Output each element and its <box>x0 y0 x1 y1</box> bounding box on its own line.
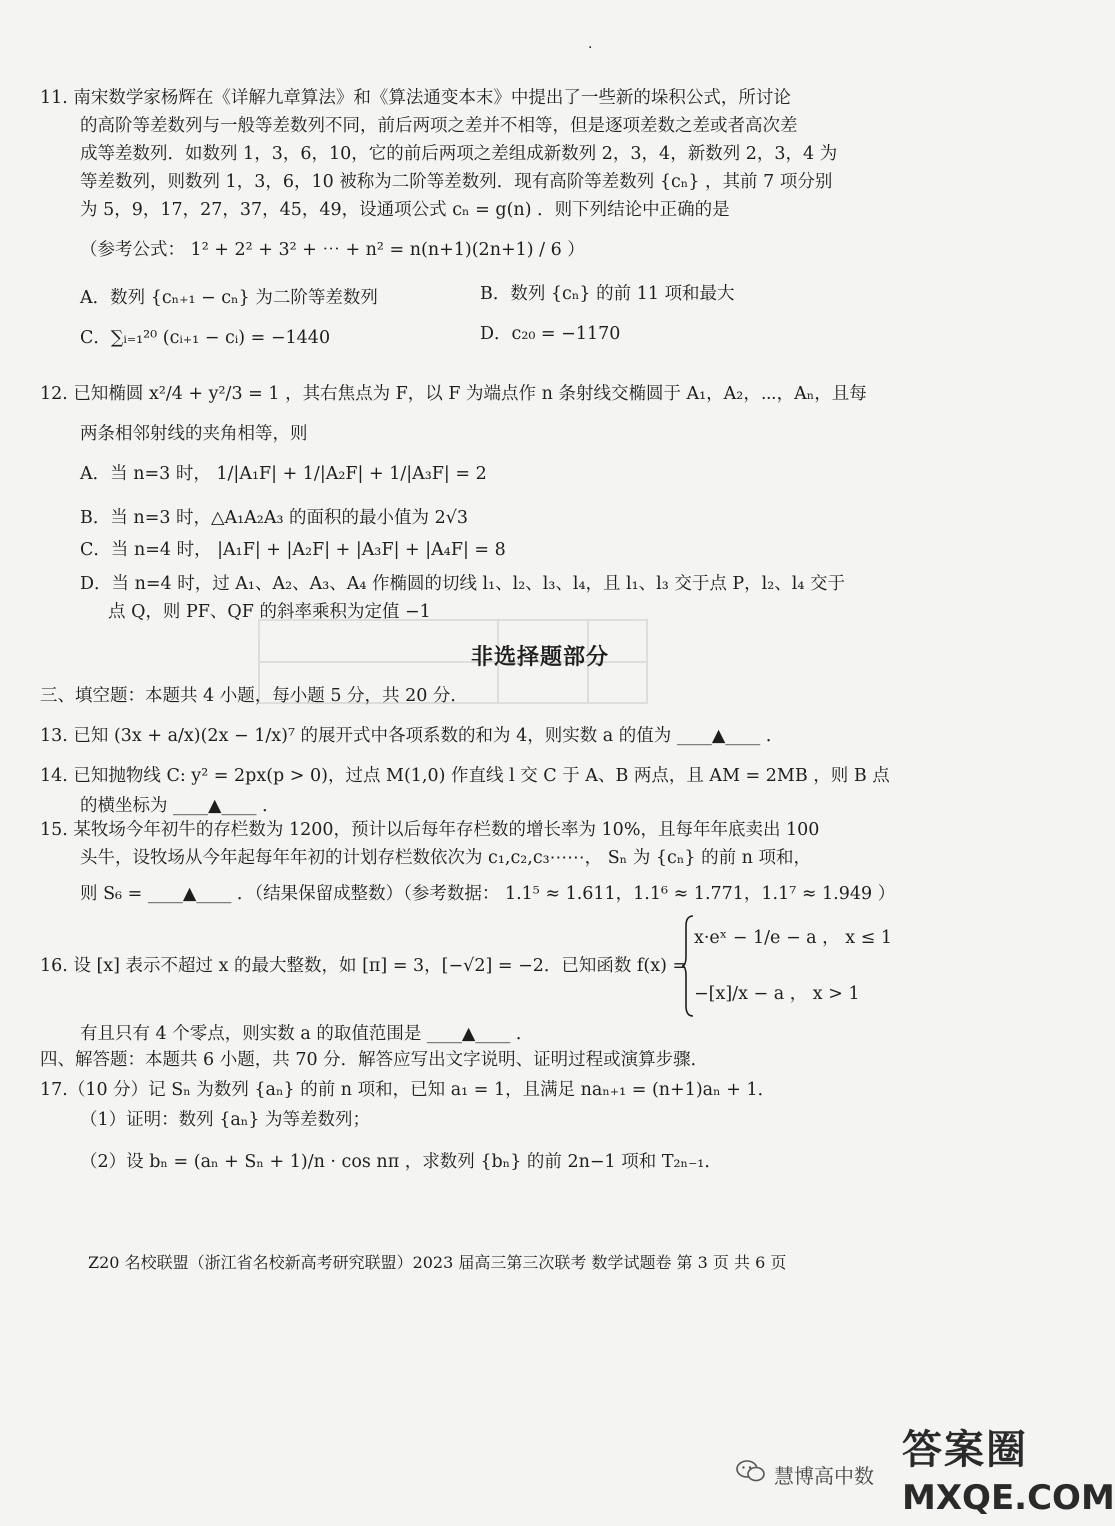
q14-line-2: 的横坐标为 ____▲____ ． <box>80 796 280 816</box>
section-title: 非选择题部分 <box>470 645 609 670</box>
q12-option-c: C．当 n=4 时， |A₁F| + |A₂F| + |A₃F| + |A₄F| = 8 <box>80 540 506 560</box>
q12-option-a: A．当 n=3 时， 1/|A₁F| + 1/|A₂F| + 1/|A₃F| = 2 <box>80 464 487 484</box>
q11-reference-formula: （参考公式： 1² + 2² + 3² + ⋯ + n² = n(n+1)(2n+1) / 6 ） <box>80 240 585 260</box>
q11-line-5: 为 5，9，17，27，37，45，49，设通项公式 cₙ = g(n) ．则下列结论中正确的是 <box>80 200 730 220</box>
watermark-logo-text: 答案圈 <box>902 1427 1028 1473</box>
q12-line-2: 两条相邻射线的夹角相等，则 <box>80 424 308 444</box>
q16-tail: 有且只有 4 个零点，则实数 a 的取值范围是 ____▲____ ． <box>80 1024 534 1044</box>
q16-case-1: x·eˣ − 1/e − a ， x ≤ 1 <box>694 928 893 948</box>
q15-line-1: 15. 某牧场今年初牛的存栏数为 1200，预计以后每年存栏数的增长率为 10%，且每年年底卖出 100 <box>40 820 820 840</box>
q14-line-1: 14. 已知抛物线 C: y² = 2px(p > 0)，过点 M(1,0) 作直线 l 交 C 于 A、B 两点，且 AM = 2MB ，则 B 点 <box>40 766 890 786</box>
q11-line-3: 成等差数列．如数列 1，3，6，10，它的前后两项之差组成新数列 2，3，4，新数列 2，3，4 为 <box>80 144 838 164</box>
part3-heading: 三、填空题：本题共 4 小题，每小题 5 分，共 20 分． <box>40 686 468 706</box>
q17-part-1: （1）证明：数列 {aₙ} 为等差数列； <box>80 1110 371 1130</box>
q16-main: 16. 设 [x] 表示不超过 x 的最大整数，如 [π] = 3，[−√2] = −2．已知函数 f(x) = <box>40 956 688 976</box>
q17-part-2: （2）设 bₙ = (aₙ + Sₙ + 1)/n · cos nπ ，求数列 {bₙ} 的前 2n−1 项和 T₂ₙ₋₁． <box>80 1152 722 1172</box>
q11-option-b: B．数列 {cₙ} 的前 11 项和最大 <box>480 284 735 304</box>
q12-line-1: 12. 已知椭圆 x²/4 + y²/3 = 1 ，其右焦点为 F，以 F 为端点作 n 条射线交椭圆于 A₁，A₂，⋯，Aₙ，且每 <box>40 384 867 404</box>
q17-line-1: 17.（10 分）记 Sₙ 为数列 {aₙ} 的前 n 项和，已知 a₁ = 1，且满足 naₙ₊₁ = (n+1)aₙ + 1． <box>40 1080 776 1100</box>
q15-line-3: 则 S₆ = ____▲____ ．（结果保留成整数）（参考数据： 1.1⁵ ≈ 1.611，1.1⁶ ≈ 1.771，1.1⁷ ≈ 1.949 ） <box>80 884 896 904</box>
q11-option-d: D．c₂₀ = −1170 <box>480 324 621 344</box>
watermark-logo <box>900 1416 1115 1520</box>
q15-line-2: 头牛，设牧场从今年起每年年初的计划存栏数依次为 c₁,c₂,c₃⋯⋯， Sₙ 为 {cₙ} 的前 n 项和， <box>80 848 811 868</box>
wechat-icon <box>736 1460 766 1482</box>
q11-line-4: 等差数列，则数列 1，3，6，10 被称为二阶等差数列．现有高阶等差数列 {cₙ} ，其前 7 项分别 <box>80 172 833 192</box>
watermark-channel: 慧博高中数 <box>774 1464 874 1488</box>
q16-case-2: −[x]/x − a ， x > 1 <box>694 984 860 1004</box>
q11-option-a: A．数列 {cₙ₊₁ − cₙ} 为二阶等差数列 <box>80 288 378 308</box>
q11-line-1: 11. 南宋数学家杨辉在《详解九章算法》和《算法通变本末》中提出了一些新的垛积公式，所讨论 <box>40 88 791 108</box>
part4-heading: 四、解答题：本题共 6 小题，共 70 分．解答应写出文字说明、证明过程或演算步骤． <box>40 1050 709 1070</box>
watermark-logo-url: MXQE.COM <box>902 1478 1115 1518</box>
page-top-mark: · <box>588 40 593 56</box>
q13: 13. 已知 (3x + a/x)(2x − 1/x)⁷ 的展开式中各项系数的和为 4，则实数 a 的值为 ____▲____ ． <box>40 726 784 746</box>
q12-option-d-line-2: 点 Q，则 PF、QF 的斜率乘积为定值 −1 <box>108 602 431 622</box>
q12-option-d-line-1: D．当 n=4 时，过 A₁、A₂、A₃、A₄ 作椭圆的切线 l₁、l₂、l₃、l₄，且 l₁、l₃ 交于点 P，l₂、l₄ 交于 <box>80 574 845 594</box>
page-footer: Z20 名校联盟（浙江省名校新高考研究联盟）2023 届高三第三次联考 数学试题卷 第 3 页 共 6 页 <box>88 1253 787 1272</box>
q12-option-b: B．当 n=3 时，△A₁A₂A₃ 的面积的最小值为 2√3 <box>80 508 469 528</box>
q11-line-2: 的高阶等差数列与一般等差数列不同，前后两项之差并不相等，但是逐项差数之差或者高次差 <box>80 116 798 136</box>
q11-option-c: C．∑ᵢ₌₁²⁰ (cᵢ₊₁ − cᵢ) = −1440 <box>80 328 331 348</box>
piecewise-brace <box>682 914 694 1018</box>
